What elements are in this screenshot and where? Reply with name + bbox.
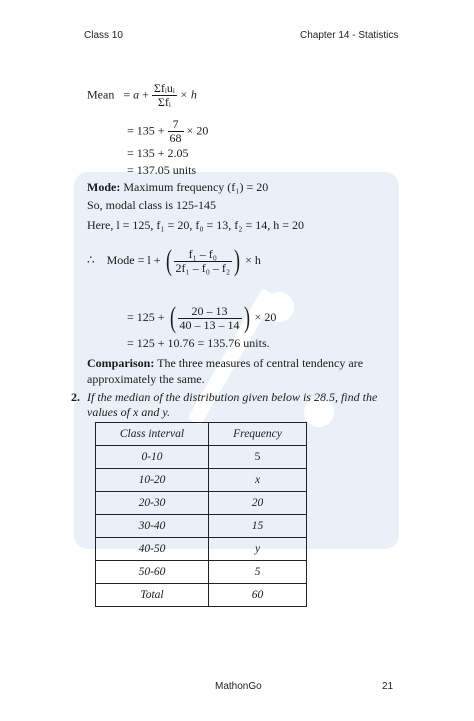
var-a: a (133, 87, 140, 102)
table-cell: 20 (209, 492, 307, 515)
therefore-symbol: ∴ (87, 252, 95, 267)
fraction-denominator: 68 (169, 131, 182, 145)
question-number (71, 390, 80, 404)
table-cell: 0-10 (96, 446, 209, 469)
table-cell: x (209, 469, 307, 492)
table-row (96, 561, 307, 584)
formula-suffix: × h (245, 252, 261, 267)
paren-open: ( (169, 301, 176, 334)
table-cell: 20-30 (96, 492, 209, 515)
table-cell: 30-40 (96, 515, 209, 538)
mode-fraction (174, 248, 233, 275)
mode-line3: Here, l = 125, f₁ = 20, f₀ = 13, f₂ = 14, h = 20 (87, 218, 305, 232)
fraction-denominator: 2f₁ – f₀ – f₂ (175, 260, 231, 275)
mean-formula (87, 82, 197, 109)
table-row (96, 469, 307, 492)
table-cell: 50-60 (96, 561, 209, 584)
comparison-line1 (87, 356, 363, 370)
paren-close: ) (234, 244, 241, 277)
table-cell: 5 (209, 561, 307, 584)
fraction-numerator: 20 – 13 (178, 305, 242, 319)
mode-line1 (87, 180, 268, 194)
table-row (96, 538, 307, 561)
header-frequency: Frequency (209, 423, 307, 446)
footer-brand: MathonGo (215, 681, 262, 692)
header-class-interval: Class interval (96, 423, 209, 446)
calc-suffix: × 20 (254, 309, 277, 324)
header-class: Class 10 (84, 30, 123, 41)
table-cell: Total (96, 584, 209, 607)
calc-fraction (178, 305, 242, 332)
table-cell: 15 (209, 515, 307, 538)
table-cell: 5 (209, 446, 307, 469)
question-line1: If the median of the distribution given below is 28.5, find the (87, 390, 378, 404)
mean-fraction (152, 82, 177, 109)
formula-prefix: Mode = l + (106, 252, 161, 267)
frequency-table (95, 422, 307, 607)
mode-heading: Mode: (87, 180, 121, 194)
times-h: × h (179, 87, 197, 102)
table-row (96, 584, 307, 607)
table-row (96, 446, 307, 469)
table-cell: 10-20 (96, 469, 209, 492)
comparison-heading: Comparison: (87, 356, 155, 370)
mode-calc (127, 303, 276, 333)
table-cell: y (209, 538, 307, 561)
mean-step3: = 137.05 units (127, 163, 197, 177)
table-row (96, 492, 307, 515)
plus-sign: + (142, 87, 149, 102)
fraction-numerator: 7 (168, 118, 184, 132)
mean-step2: = 135 + 2.05 (127, 146, 189, 160)
step1-fraction (168, 118, 184, 145)
calc-prefix: = 125 + (127, 309, 165, 324)
header-chapter: Chapter 14 - Statistics (300, 30, 399, 41)
paren-open: ( (165, 244, 172, 277)
table-cell: 40-50 (96, 538, 209, 561)
step-suffix: × 20 (186, 123, 209, 138)
step-prefix: = 135 + (127, 123, 165, 138)
mode-result: = 125 + 10.76 = 135.76 units. (127, 336, 270, 350)
table-header-row (96, 423, 307, 446)
paren-close: ) (243, 301, 250, 334)
table-cell: 60 (209, 584, 307, 607)
fraction-denominator: 40 – 13 – 14 (179, 317, 240, 332)
mean-step1 (127, 118, 208, 145)
comparison-line2: approximately the same. (87, 372, 205, 386)
comparison-text: The three measures of central tendency are (157, 356, 364, 370)
mode-formula (87, 246, 261, 276)
question-number-text: 2. (71, 390, 80, 404)
page-number: 21 (382, 681, 394, 692)
table-row (96, 515, 307, 538)
mean-label: Mean (87, 87, 115, 102)
question-line2: values of x and y. (87, 405, 170, 419)
fraction-denominator: Σfᵢ (157, 95, 171, 109)
mode-max-frequency: Maximum frequency (f₁) = 20 (123, 180, 269, 194)
mode-line2: So, modal class is 125-145 (87, 198, 216, 212)
equals-sign: = (123, 87, 131, 102)
fraction-numerator: Σfᵢuᵢ (153, 81, 175, 95)
fraction-numerator: f₁ – f₀ (174, 248, 233, 262)
